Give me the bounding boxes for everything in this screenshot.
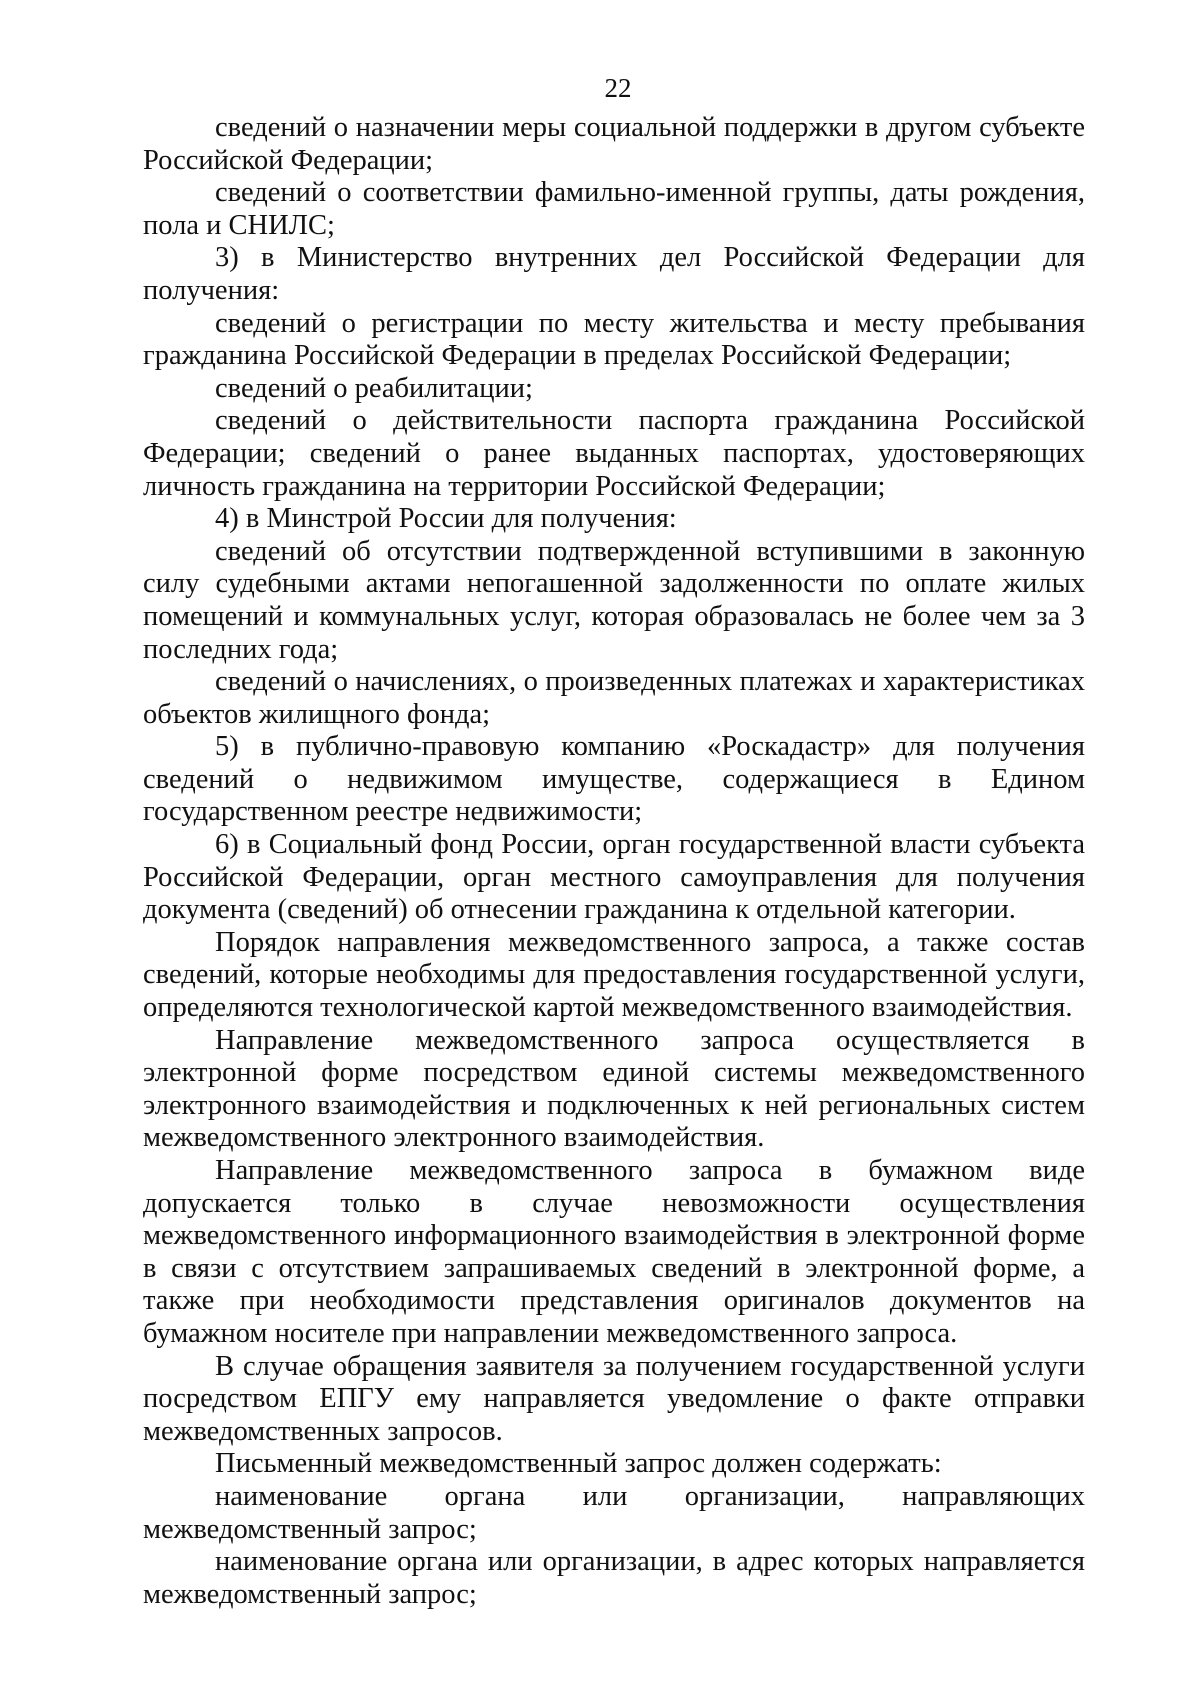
paragraph-16: Письменный межведомственный запрос должен содержать: [215,1448,942,1480]
paragraph-13: Направление межведомственного запроса осуществляется в электронной форме посредством единой системы межведомственного электронного взаимодействия и подключенных к ней региональных систем межведомственного электронного взаимодействия. [143,1024,1085,1154]
paragraph-14: Направление межведомственного запроса в бумажном виде допускается только в случае невозможности осуществления межведомственного информационного взаимодействия в электронной форме в связи с отсутствием запрашиваемых сведений в электронной форме, а также при необходимости представления оригиналов документов на бумажном носителе при направлении межведомственного запроса. [143,1155,1085,1349]
paragraph-17: наименование органа или организации, направляющих межведомственный запрос; [143,1480,1085,1545]
page-number: 22 [604,73,632,103]
paragraph-4: сведений о регистрации по месту жительства и месту пребывания гражданина Российской Федерации в пределах Российской Федерации; [143,307,1085,372]
paragraph-9: сведений о начислениях, о произведенных платежах и характеристиках объектов жилищного фонда; [143,666,1085,730]
paragraph-3: 3) в Министерство внутренних дел Российской Федерации для получения: [143,242,1085,306]
paragraph-1: сведений о назначении меры социальной поддержки в другом субъекте Российской Федерации; [143,112,1085,176]
paragraph-12: Порядок направления межведомственного запроса, а также состав сведений, которые необходимы для предоставления государственной услуги, определяются технологической картой межведомственного взаимодействия. [143,926,1085,1024]
paragraph-10: 5) в публично-правовую компанию «Роскадастр» для получения сведений о недвижимом имуществе, содержащиеся в Едином государственном реестре недвижимости; [143,731,1085,828]
paragraph-6: сведений о действительности паспорта гражданина Российской Федерации; сведений о ранее выданных паспортах, удостоверяющих личность гражданина на территории Российской Федерации; [143,405,1085,502]
paragraph-8: сведений об отсутствии подтвержденной вступившими в законную силу судебными актами непогашенной задолженности по оплате жилых помещений и коммунальных услуг, которая образовалась не более чем за 3 последних года; [143,535,1085,665]
document-body [143,112,1085,1611]
paragraph-18: наименование органа или организации, в адрес которых направляется межведомственный запрос; [143,1546,1085,1610]
paragraph-7: 4) в Минстрой России для получения: [215,503,677,535]
paragraph-2: сведений о соответствии фамильно-именной группы, даты рождения, пола и СНИЛС; [143,177,1085,241]
paragraph-5: сведений о реабилитации; [215,372,533,404]
paragraph-11: 6) в Социальный фонд России, орган государственной власти субъекта Российской Федерации, орган местного самоуправления для получения документа (сведений) об отнесении гражданина к отдельной категории. [143,829,1085,926]
paragraph-15: В случае обращения заявителя за получением государственной услуги посредством ЕПГУ ему направляется уведомление о факте отправки межведомственных запросов. [143,1350,1085,1447]
